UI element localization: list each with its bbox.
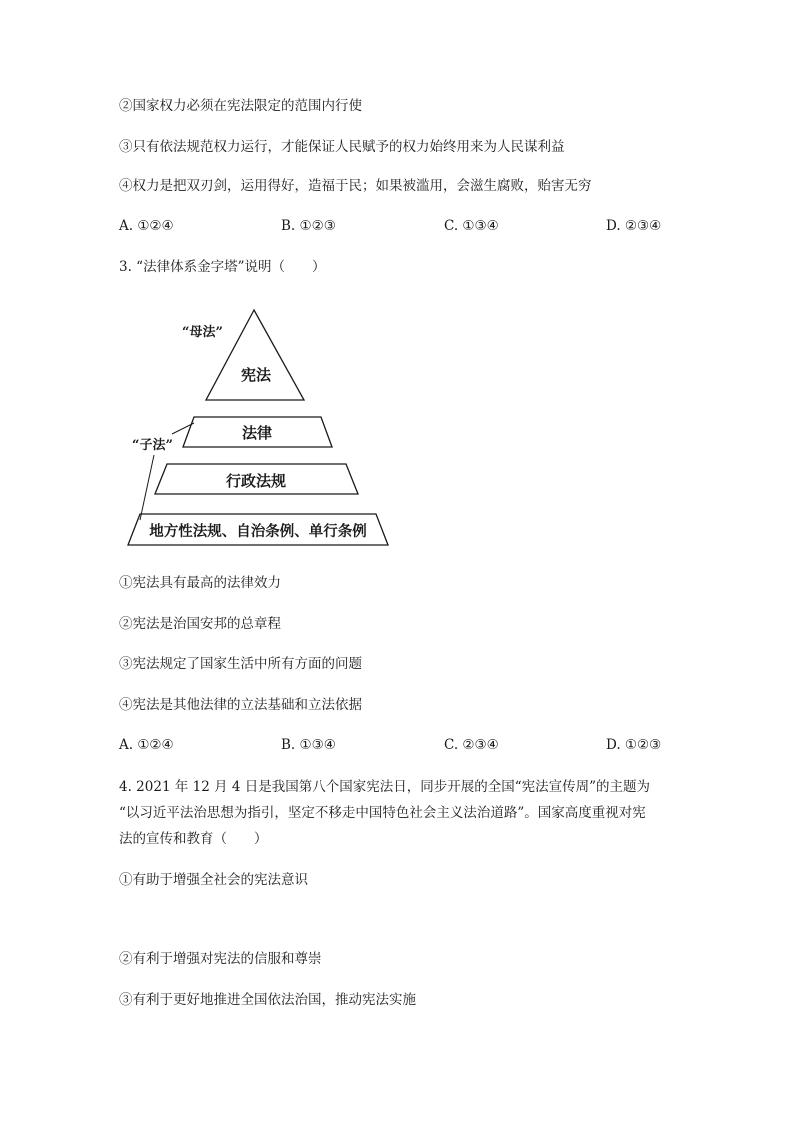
q2-choice-d: D. ②③④ bbox=[606, 218, 662, 234]
q3-option-2: ②宪法是治国安邦的总章程 bbox=[119, 616, 281, 632]
q2-choice-c: C. ①③④ bbox=[444, 218, 499, 234]
mother-law-label: “母法” bbox=[182, 325, 223, 340]
q2-option-4: ④权力是把双刃剑，运用得好，造福于民；如果被滥用，会滋生腐败，贻害无穷 bbox=[119, 178, 592, 194]
q3-choice-b: B. ①③④ bbox=[281, 737, 336, 753]
q2-choices bbox=[119, 218, 679, 236]
q2-option-2: ②国家权力必须在宪法限定的范围内行使 bbox=[119, 98, 362, 114]
q2-choice-b: B. ①②③ bbox=[281, 218, 336, 234]
tier-constitution-label: 宪法 bbox=[240, 366, 272, 384]
child-law-pointer-2 bbox=[140, 455, 154, 520]
tier-local-regulations-label: 地方性法规、自治条例、单行条例 bbox=[149, 523, 367, 540]
q3-option-3: ③宪法规定了国家生活中所有方面的问题 bbox=[119, 656, 362, 672]
q4-stem-line-1: 4. 2021 年 12 月 4 日是我国第八个国家宪法日，同步开展的全国“宪法宣传周”的主题为 bbox=[119, 779, 651, 795]
q4-option-2: ②有利于增强对宪法的信服和尊崇 bbox=[119, 951, 322, 967]
q4-option-1: ①有助于增强全社会的宪法意识 bbox=[119, 872, 308, 888]
q2-choice-a: A. ①②④ bbox=[119, 218, 174, 234]
q3-choices bbox=[119, 737, 679, 755]
q3-choice-a: A. ①②④ bbox=[119, 737, 174, 753]
q3-choice-c: C. ②③④ bbox=[444, 737, 499, 753]
tier-admin-regulations-label: 行政法规 bbox=[225, 472, 287, 490]
q3-choice-d: D. ①②③ bbox=[606, 737, 662, 753]
q2-option-3: ③只有依法规范权力运行，才能保证人民赋予的权力始终用来为人民谋利益 bbox=[119, 139, 565, 155]
q4-option-3: ③有利于更好地推进全国依法治国，推动宪法实施 bbox=[119, 992, 416, 1008]
child-law-pointer-1 bbox=[172, 423, 194, 434]
q4-stem-line-3: 法的宣传和教育（ ） bbox=[119, 831, 268, 847]
q3-option-4: ④宪法是其他法律的立法基础和立法依据 bbox=[119, 697, 362, 713]
q3-option-1: ①宪法具有最高的法律效力 bbox=[119, 575, 281, 591]
law-pyramid-diagram bbox=[120, 305, 395, 550]
pyramid-tier-constitution bbox=[206, 310, 304, 400]
q4-stem-line-2: “以习近平法治思想为指引，坚定不移走中国特色社会主义法治道路”。国家高度重视对宪 bbox=[119, 805, 646, 821]
child-law-label: “子法” bbox=[132, 438, 173, 453]
tier-law-label: 法律 bbox=[241, 424, 273, 442]
q3-stem: 3. “法律体系金字塔”说明（ ） bbox=[119, 259, 326, 275]
